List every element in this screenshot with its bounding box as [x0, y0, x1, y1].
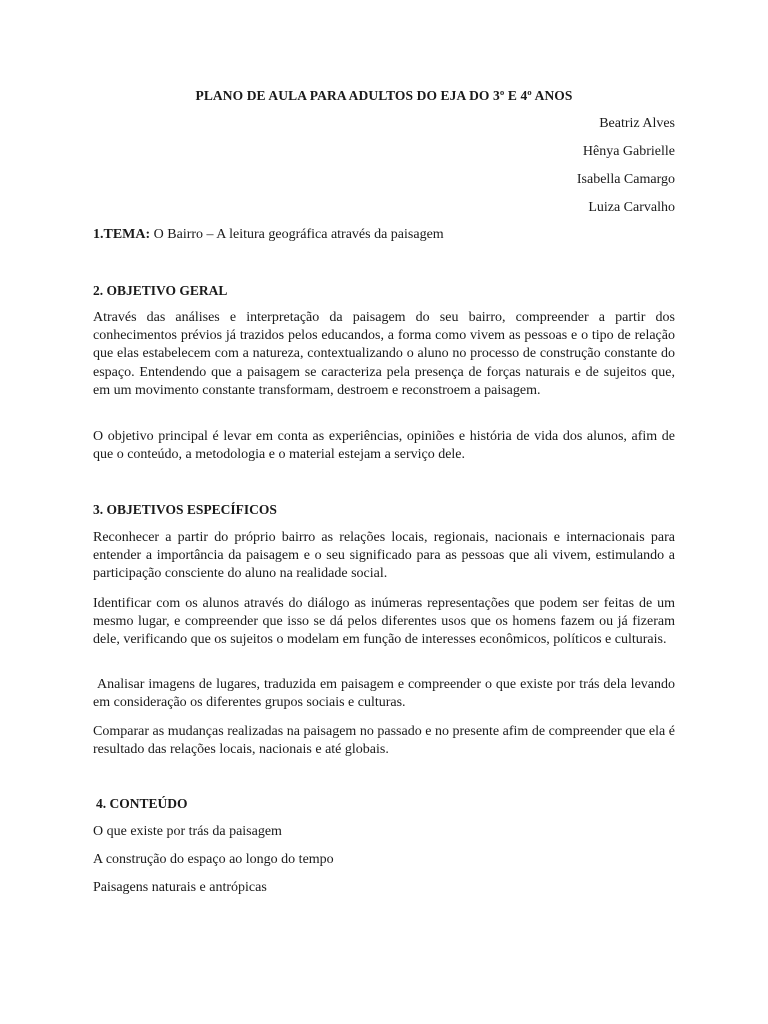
- paragraph: Identificar com os alunos através do diálogo as inúmeras representações que podem ser feitas de um mesmo lugar, e compreender que isso se dá pelos diferentes usos que os homens fazem ou já fizeram dele, verificando que os sujeitos o modelam em função de interesses econômicos, políticos e culturais.: [93, 596, 675, 648]
- author-name: Isabella Camargo: [576, 172, 675, 187]
- paragraph: Comparar as mudanças realizadas na paisagem no passado e no presente afim de compreender que ela é resultado das relações locais, nacionais e até globais.: [93, 724, 675, 758]
- section-heading-objetivo-geral: 2. OBJETIVO GERAL: [93, 283, 228, 298]
- author-name: Hênya Gabrielle: [582, 144, 675, 159]
- paragraph: O objetivo principal é levar em conta as experiências, opiniões e história de vida dos alunos, afim de que o conteúdo, a metodologia e o material estejam a serviço dele.: [93, 429, 675, 463]
- author-list: [577, 115, 675, 227]
- section-heading-conteudo: 4. CONTEÚDO: [96, 796, 188, 811]
- document-title: PLANO DE AULA PARA ADULTOS DO EJA DO 3º E 4º ANOS: [195, 88, 573, 103]
- paragraph: Através das análises e interpretação da paisagem do seu bairro, compreender a partir dos conhecimentos prévios já trazidos pelos educandos, a forma como vivem as pessoas e o tipo de relação que elas estabelecem com a natureza, contextualizando o aluno no processo de construção constante do espaço. Entendendo que a paisagem se caracteriza pela presença de forças naturais e de sujeitos que, em um movimento constante transformam, destroem e reconstroem a paisagem.: [93, 310, 675, 398]
- content-item: Paisagens naturais e antrópicas: [93, 880, 267, 895]
- author-name: Luiza Carvalho: [588, 200, 675, 215]
- tema-label: 1.TEMA:: [93, 227, 151, 242]
- paragraph: Analisar imagens de lugares, traduzida em paisagem e compreender o que existe por trás dela levando em consideração os diferentes grupos sociais e culturas.: [93, 677, 679, 711]
- section-heading-objetivos-especificos: 3. OBJETIVOS ESPECÍFICOS: [93, 502, 277, 517]
- author-name: Beatriz Alves: [599, 116, 675, 131]
- content-item: A construção do espaço ao longo do tempo: [93, 852, 334, 867]
- tema-line: [93, 227, 444, 243]
- content-item: O que existe por trás da paisagem: [93, 824, 282, 839]
- tema-text: O Bairro – A leitura geográfica através da paisagem: [150, 227, 444, 242]
- paragraph: Reconhecer a partir do próprio bairro as relações locais, regionais, nacionais e internacionais para entender a importância da paisagem e o seu significado para as pessoas que ali vivem, estimulando a participação consciente do aluno na realidade social.: [93, 530, 675, 582]
